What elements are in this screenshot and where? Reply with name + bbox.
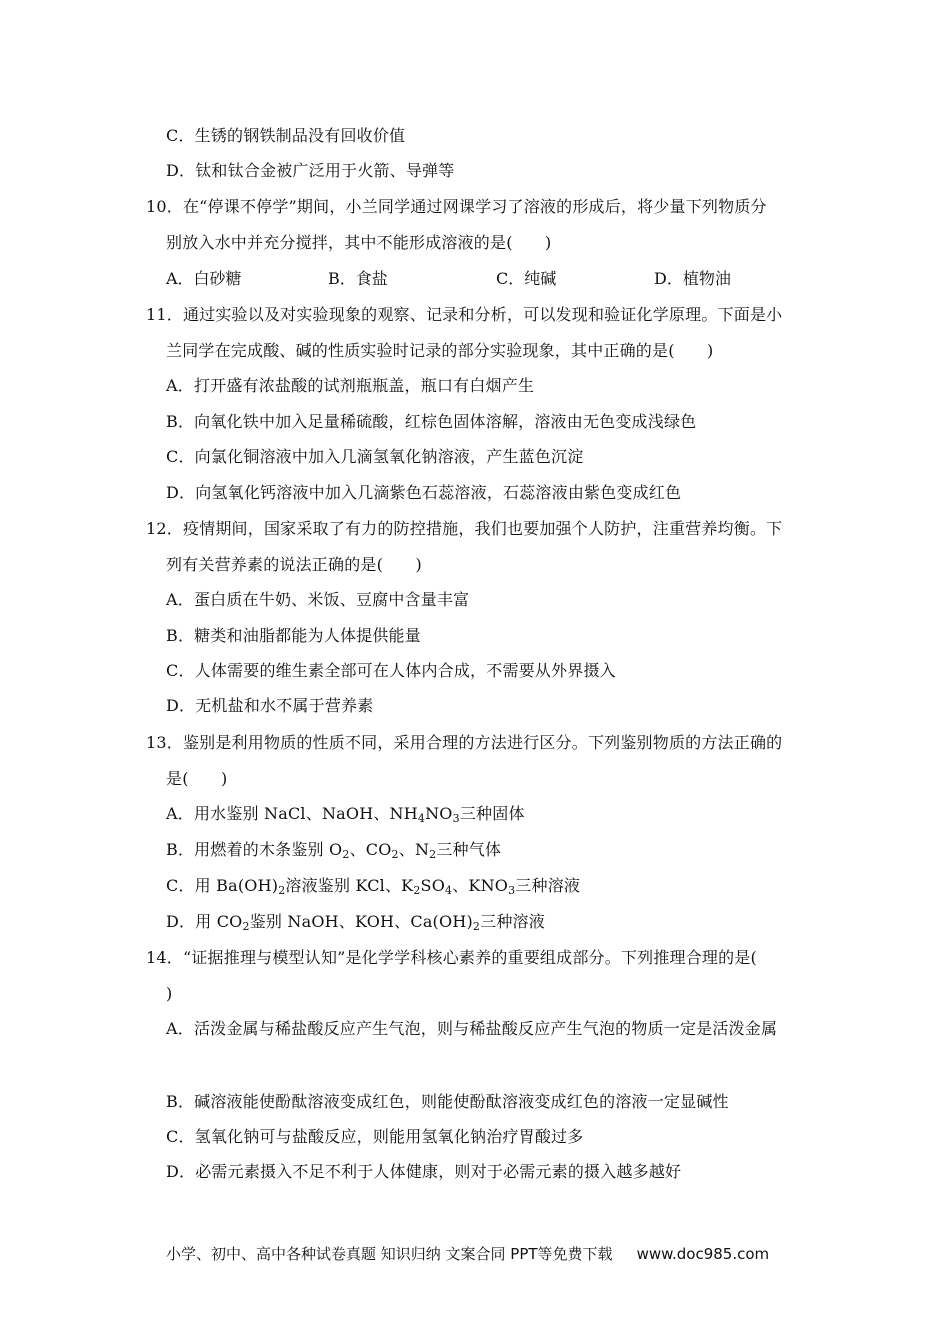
q12-option-b: B．糖类和油脂都能为人体提供能量 (166, 626, 421, 645)
q13-option-d: D．用 $CO_2$鉴别 NaOH、KOH、$Ca(OH)_2$三种溶液 (166, 912, 545, 933)
q10-option-c: C．纯碱 (496, 269, 557, 288)
q13-option-b: B．用燃着的木条鉴别 $O_2$、$CO_2$、$N_2$三种气体 (166, 840, 502, 861)
q10-option-d: D．植物油 (654, 269, 731, 288)
page-footer (166, 1244, 769, 1264)
q12-stem-line1: 12．疫情期间，国家采取了有力的防控措施，我们也要加强个人防护，注重营养均衡。下 (146, 519, 783, 538)
q10-stem-line2: 别放入水中并充分搅拌，其中不能形成溶液的是( ) (166, 233, 552, 252)
q13-stem-line2: 是( ) (166, 769, 228, 788)
q10-option-a: A．白砂糖 (166, 269, 242, 288)
q14-option-d: D．必需元素摄入不足不利于人体健康，则对于必需元素的摄入越多越好 (166, 1162, 682, 1181)
q11-option-d: D．向氢氧化钙溶液中加入几滴紫色石蕊溶液，石蕊溶液由紫色变成红色 (166, 483, 682, 502)
q13-option-a: A．用水鉴别 NaCl、NaOH、$NH_4NO_3$三种固体 (166, 804, 525, 825)
q11-option-b: B．向氧化铁中加入足量稀硫酸，红棕色固体溶解，溶液由无色变成浅绿色 (166, 412, 697, 431)
q10-options (166, 269, 786, 289)
q14-option-c: C．氢氧化钠可与盐酸反应，则能用氢氧化钠治疗胃酸过多 (166, 1127, 584, 1146)
q9-option-c: C．生锈的钢铁制品没有回收价值 (166, 126, 406, 145)
q12-stem-line2: 列有关营养素的说法正确的是( ) (166, 555, 422, 574)
q10-stem-line1: 10．在“停课不停学”期间，小兰同学通过网课学习了溶液的形成后，将少量下列物质分 (146, 197, 767, 216)
q14-stem-line2: ) (166, 984, 173, 1003)
q14-option-a: A．活泼金属与稀盐酸反应产生气泡，则与稀盐酸反应产生气泡的物质一定是活泼金属 (166, 1019, 778, 1038)
footer-url[interactable]: www.doc985.com (636, 1245, 770, 1263)
q13-option-c: C．用 $Ba(OH)_2$溶液鉴别 KCl、$K_2SO_4$、$KNO_3$三种溶液 (166, 876, 581, 897)
q12-option-d: D．无机盐和水不属于营养素 (166, 696, 374, 715)
q9-option-d: D．钛和钛合金被广泛用于火箭、导弹等 (166, 161, 455, 180)
q11-stem-line1: 11．通过实验以及对实验现象的观察、记录和分析，可以发现和验证化学原理。下面是小 (146, 305, 783, 324)
q12-option-c: C．人体需要的维生素全部可在人体内合成，不需要从外界摄入 (166, 661, 616, 680)
q14-stem-line1: 14．“证据推理与模型认知”是化学学科核心素养的重要组成部分。下列推理合理的是( (146, 948, 757, 967)
q12-option-a: A．蛋白质在牛奶、米饭、豆腐中含量丰富 (166, 590, 470, 609)
q11-option-c: C．向氯化铜溶液中加入几滴氢氧化钠溶液，产生蓝色沉淀 (166, 447, 584, 466)
footer-text: 小学、初中、高中各种试卷真题 知识归纳 文案合同 PPT等免费下载 (166, 1245, 613, 1263)
q11-stem-line2: 兰同学在完成酸、碱的性质实验时记录的部分实验现象，其中正确的是( ) (166, 341, 714, 360)
q10-option-b: B．食盐 (328, 269, 388, 288)
q11-option-a: A．打开盛有浓盐酸的试剂瓶瓶盖，瓶口有白烟产生 (166, 376, 535, 395)
q13-stem-line1: 13．鉴别是利用物质的性质不同，采用合理的方法进行区分。下列鉴别物质的方法正确的 (146, 733, 783, 752)
q14-option-b: B．碱溶液能使酚酞溶液变成红色，则能使酚酞溶液变成红色的溶液一定显碱性 (166, 1092, 729, 1111)
